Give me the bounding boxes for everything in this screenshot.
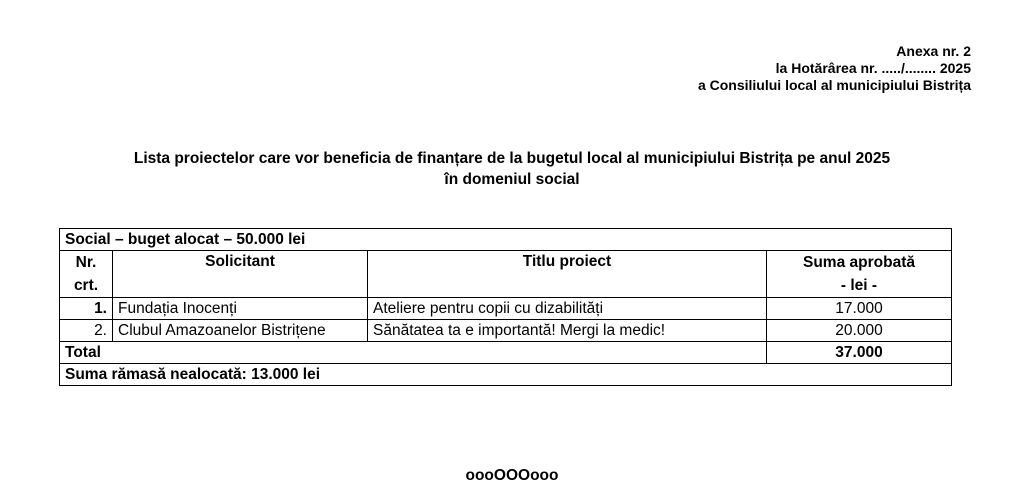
- annex-decision-ref: la Hotărârea nr. ...../........ 2025: [775, 60, 971, 76]
- end-of-document-mark: oooOOOooo: [465, 467, 559, 484]
- row-amount: 20.000: [767, 320, 952, 342]
- column-header-row: [60, 251, 952, 298]
- annex-council: a Consiliului local al municipiului Bistrița: [697, 77, 971, 93]
- table-row: [60, 320, 952, 342]
- column-header-nr-line2: crt.: [73, 277, 99, 294]
- annex-reference: [698, 43, 971, 94]
- total-amount: 37.000: [767, 342, 952, 364]
- column-header-amount-line2: - lei -: [840, 277, 878, 294]
- total-row: [60, 342, 952, 364]
- total-label: Total: [60, 342, 767, 364]
- projects-table: [59, 228, 952, 386]
- section-header: Social – buget alocat – 50.000 lei: [60, 229, 952, 251]
- column-header-project-title: Titlu proiect: [368, 251, 767, 298]
- row-amount: 17.000: [767, 298, 952, 320]
- row-nr: 1.: [60, 298, 113, 320]
- document-title: [0, 148, 1024, 190]
- row-project-title: Ateliere pentru copii cu dizabilități: [368, 298, 767, 320]
- row-applicant: Clubul Amazoanelor Bistrițene: [113, 320, 368, 342]
- annex-number: Anexa nr. 2: [896, 43, 971, 59]
- row-applicant: Fundația Inocenți: [113, 298, 368, 320]
- column-header-amount: [767, 251, 952, 298]
- column-header-applicant: Solicitant: [113, 251, 368, 298]
- column-header-amount-line1: Suma aprobată: [803, 254, 915, 271]
- remaining-amount: Suma rămasă nealocată: 13.000 lei: [60, 364, 952, 386]
- remaining-row: [60, 364, 952, 386]
- column-header-nr: [60, 251, 113, 298]
- section-header-row: [60, 229, 952, 251]
- table-row: [60, 298, 952, 320]
- document-title-line1: Lista proiectelor care vor beneficia de finanțare de la bugetul local al municipiului Bistrița pe anul 2025: [133, 150, 891, 167]
- row-nr: 2.: [60, 320, 113, 342]
- row-project-title: Sănătatea ta e importantă! Mergi la medic!: [368, 320, 767, 342]
- document-title-line2: în domeniul social: [444, 171, 580, 188]
- column-header-nr-line1: Nr.: [75, 254, 97, 271]
